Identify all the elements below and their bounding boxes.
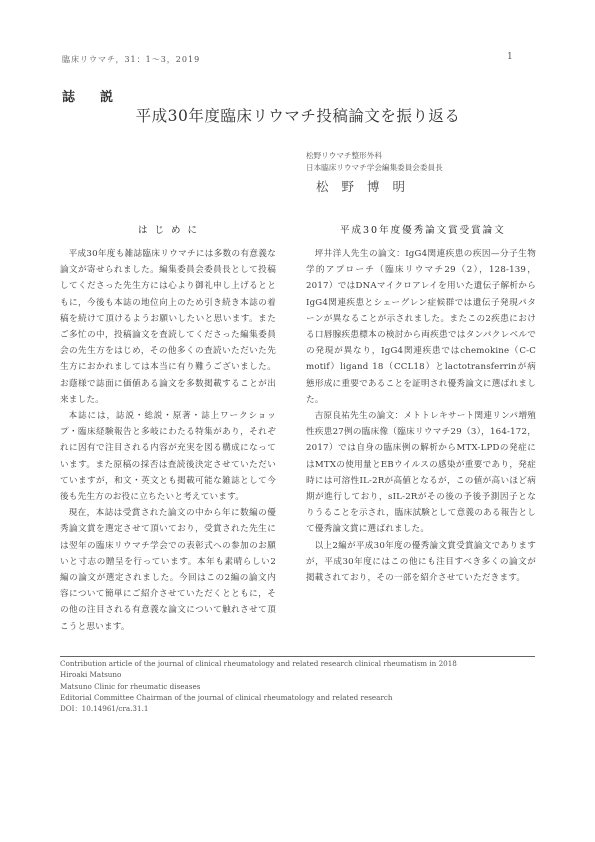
page-number: 1 <box>507 52 513 62</box>
footnote-line: Hiroaki Matsuno <box>60 670 122 680</box>
journal-header: 臨床リウマチ，31：1〜3，2019 <box>62 55 201 64</box>
article-title: 平成30年度臨床リウマチ投稿論文を振り返る <box>135 107 461 125</box>
footnote-line: Matsuno Clinic for rheumatic diseases <box>60 681 201 691</box>
right-column-heading: 平成30年度優秀論文賞受賞論文 <box>340 225 506 236</box>
right-column-body <box>306 246 536 586</box>
right-paragraph: 坪井洋人先生の論文：IgG4関連疾患の疾因—分子生物学的アプローチ（臨床リウマチ29（2），128-139，2017）ではDNAマイクロアレイを用いた遺伝子解析からIgG4関連疾患とシェーグレン症候群では遺伝子発現パターンが異なることが示されました。またこの2疾患における口唇腺疾患標本の検討から両疾患ではタンパクレベルでの発現が異なり，IgG4関連疾患ではchemokine（C-C motif）ligand 18（CCL18）とlactotransferrinが病態形成に重要であることを証明され優秀論文に選ばれました。 <box>306 249 536 405</box>
footnote-line: Editorial Committee Chairman of the journal of clinical rheumatology and related research <box>60 692 393 702</box>
footnote-line: Contribution article of the journal of clinical rheumatology and related research clinical rheumatism in 2018 <box>60 659 457 668</box>
author-name: 松野博明 <box>316 179 419 194</box>
left-paragraph: 本誌には，誌説・総説・原著・誌上ワークショップ・臨床経験報告と多岐にわたる特集があり，それぞれに因有で注目される内容が充実を図る構成になっています。また原稿の採否は査読後決定させていただいていますが，和文・英文とも掲載可能な雑誌として今後も先生方のお役に立ちたいと考えています。 <box>60 411 276 503</box>
right-paragraph: 吉原良祐先生の論文：メトトレキサート関連リンパ増殖性疾患27例の臨床像（臨床リウマチ29（3），164-172，2017）では自身の臨床例の解析からMTX-LPDの発症にはMTXの使用量とEBウイルスの感染が重要であり，発症時には可溶性IL-2Rが高値となるが，この値が高いほど病期が進行しており，sIL-2Rがその後の予後予測因子となりうることを示され，臨床試験として意義のある報告として優秀論文賞に選ばれました。 <box>306 411 536 535</box>
affiliation-committee: 日本臨床リウマチ学会編集委員会委員長 <box>306 163 443 172</box>
left-paragraph: 平成30年度も雑誌臨床リウマチには多数の有意義な論文が寄せられました。編集委員会委員長として投稿してくださった先生方には心より御礼申し上げるとともに，今後も本誌の地位向上のため引き続き本誌の着稿を続けて頂けるようお願いしたいと思います。またご多忙の中，投稿論文を査読してくださった編集委員会の先生方をはじめ，その他多くの査読いただいた先生方におかれましては本当に有り難うございました。お蔭様で誌面に価値ある論文を多数掲載することが出来ました。 <box>60 249 276 405</box>
left-column-body <box>60 246 276 635</box>
left-column-heading: は じ め に <box>138 225 200 236</box>
footnote-divider <box>60 656 535 657</box>
right-paragraph: 以上2編が平成30年度の優秀論文賞受賞論文でありますが，平成30年度にはこの他にも注目すべき多くの論文が掲載されており，その一部を紹介させていただきます。 <box>306 540 536 584</box>
footnote-line: DOI：10.14961/cra.31.1 <box>60 704 149 714</box>
section-label: 誌 説 <box>62 90 120 105</box>
affiliation-clinic: 松野リウマチ整形外科 <box>306 151 382 160</box>
left-paragraph: 現在，本誌は受賞された論文の中から年に数編の優秀論文賞を選定させて頂いており，受賞された先生には翌年の臨床リウマチ学会での表彰式への参加のお願いと寸志の贈呈を行っています。本年も素晴らしい2編の論文が選定されました。今回はこの2編の論文内容について簡単にご紹介させていただくとともに，その他の注目される有意義な論文について触れさせて頂こうと思います。 <box>60 508 276 632</box>
footnote <box>60 658 538 714</box>
